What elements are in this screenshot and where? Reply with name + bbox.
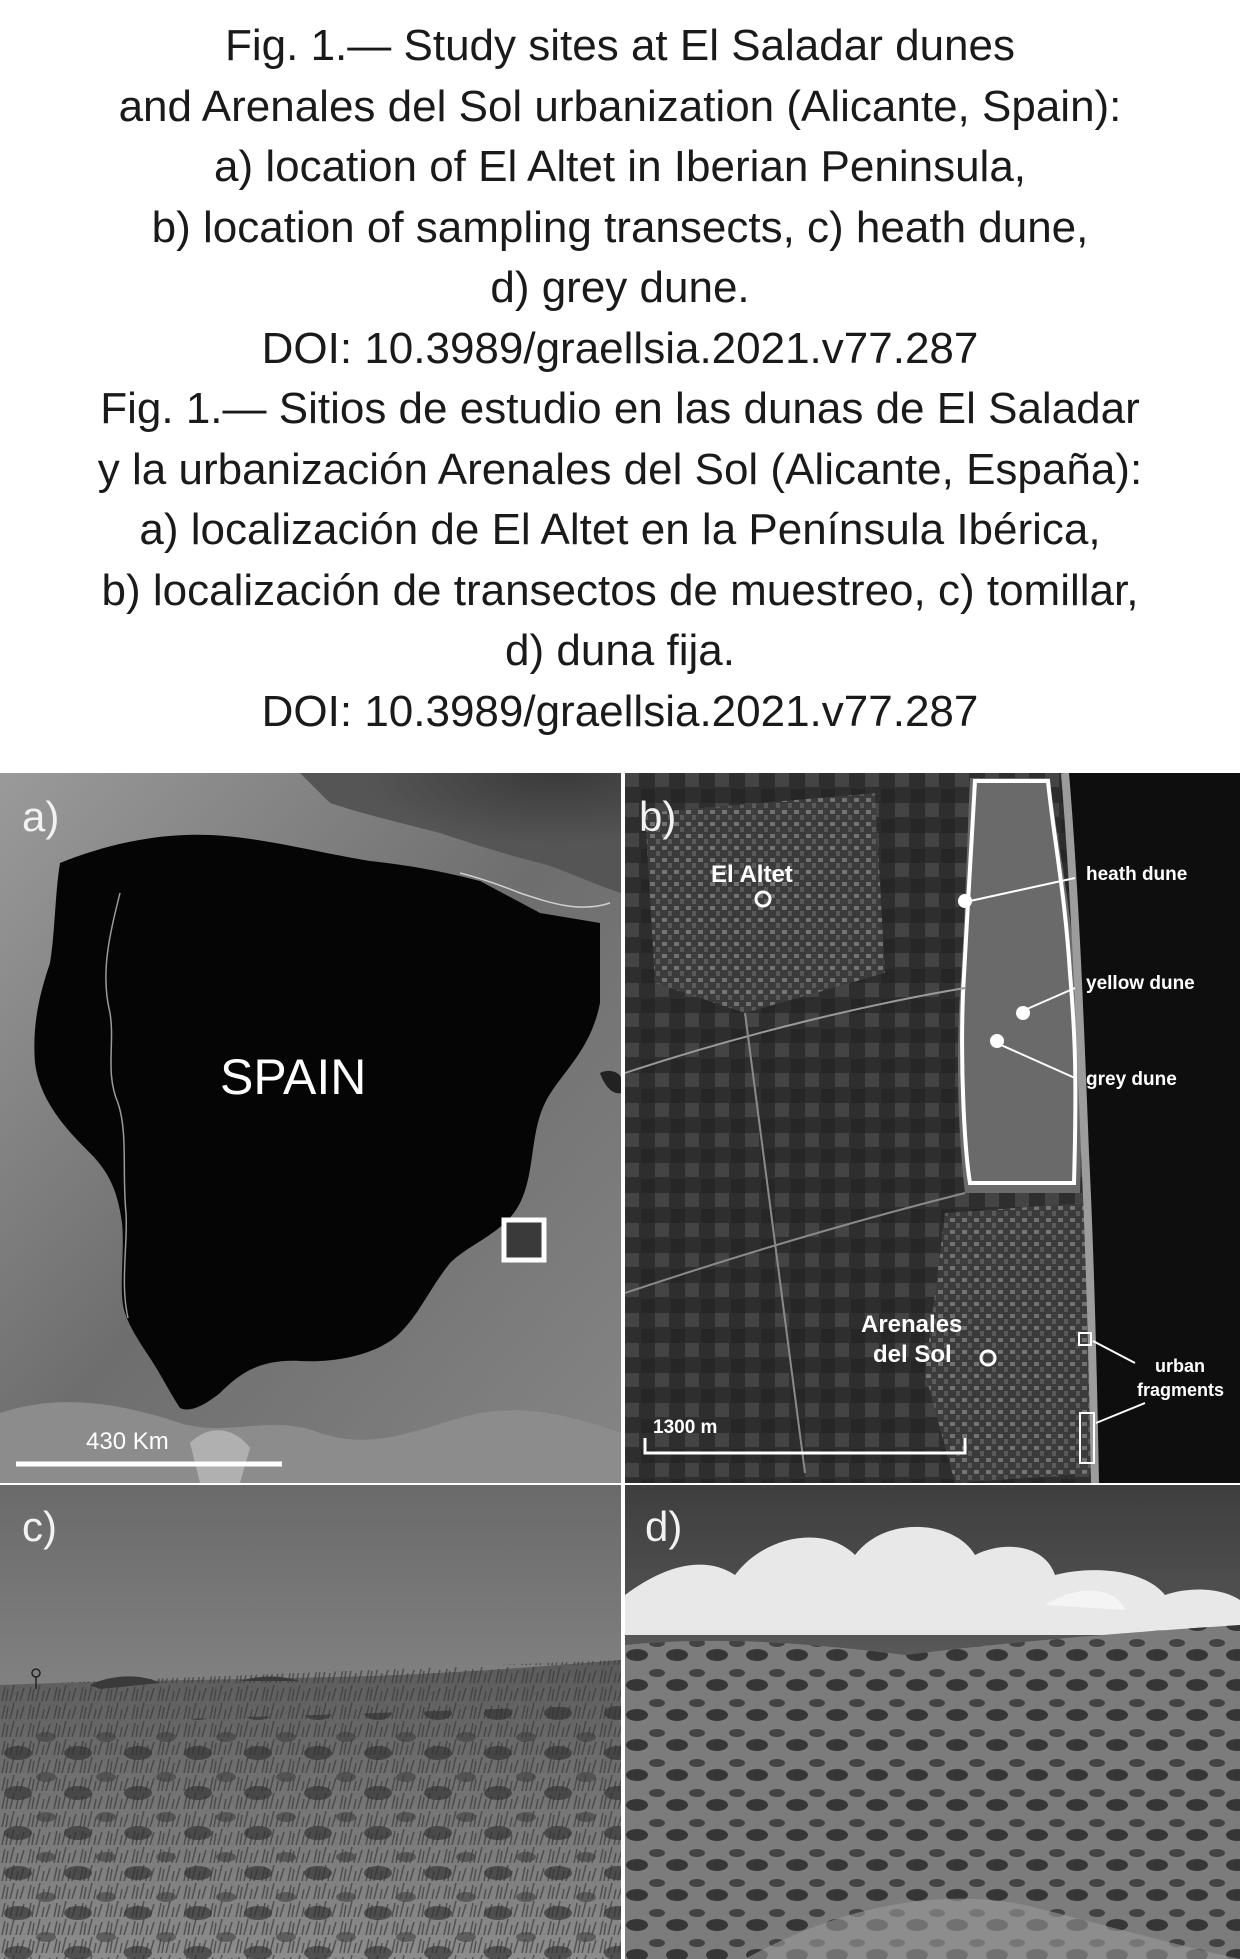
panel-a-iberia-map (0, 773, 621, 1483)
caption-es-line-3: a) localización de El Altet en la Península Ibérica, (139, 505, 1101, 554)
caption-en-doi: DOI: 10.3989/graellsia.2021.v77.287 (261, 323, 979, 373)
country-label-spain: SPAIN (220, 1049, 367, 1105)
panel-c-label: c) (22, 1503, 57, 1550)
caption-en-line-4: b) location of sampling transects, c) heath dune, (151, 202, 1089, 252)
caption-es-line-5: d) duna fija. (505, 626, 735, 675)
label-heath-dune: heath dune (1086, 864, 1188, 885)
caption-es-line-4: b) localización de transectos de muestreo, c) tomillar, (101, 565, 1139, 615)
town-label-arenales-1: Arenales (861, 1311, 963, 1338)
figure-caption (0, 16, 1240, 742)
caption-en-line-2: and Arenales del Sol urbanization (Alicante, Spain): (118, 81, 1122, 131)
figure-panels (0, 773, 1240, 1959)
label-fragments: fragments (1137, 1380, 1225, 1400)
inset-location-box (504, 1220, 544, 1260)
caption-es-line-1: Fig. 1.— Sitios de estudio en las dunas de El Saladar (100, 384, 1140, 433)
scale-label-b: 1300 m (653, 1417, 718, 1438)
panel-d-grey-dune-photo (625, 1485, 1240, 1959)
grey-dune-photo-graphic (625, 1485, 1240, 1959)
iberia-map-graphic (0, 773, 621, 1483)
heath-dune-photo-graphic (0, 1485, 621, 1959)
panel-b-aerial-map (625, 773, 1240, 1483)
scale-label-a: 430 Km (86, 1428, 169, 1455)
panel-a-label: a) (22, 793, 60, 840)
caption-es-line-2: y la urbanización Arenales del Sol (Alicante, España): (97, 444, 1143, 494)
label-yellow-dune: yellow dune (1086, 973, 1195, 994)
caption-en-line-5: d) grey dune. (490, 263, 750, 312)
town-label-el-altet: El Altet (711, 861, 793, 888)
town-label-arenales-2: del Sol (873, 1341, 952, 1368)
caption-es-doi: DOI: 10.3989/graellsia.2021.v77.287 (261, 686, 979, 736)
caption-en-line-1: Fig. 1.— Study sites at El Saladar dunes (225, 21, 1015, 70)
panel-b-label: b) (639, 793, 677, 840)
pin-heath (958, 894, 972, 908)
panel-d-label: d) (645, 1503, 683, 1550)
panel-c-heath-dune-photo (0, 1485, 621, 1959)
label-urban: urban (1155, 1356, 1206, 1376)
label-grey-dune: grey dune (1086, 1069, 1177, 1090)
caption-en-line-3: a) location of El Altet in Iberian Peninsula, (213, 142, 1027, 191)
